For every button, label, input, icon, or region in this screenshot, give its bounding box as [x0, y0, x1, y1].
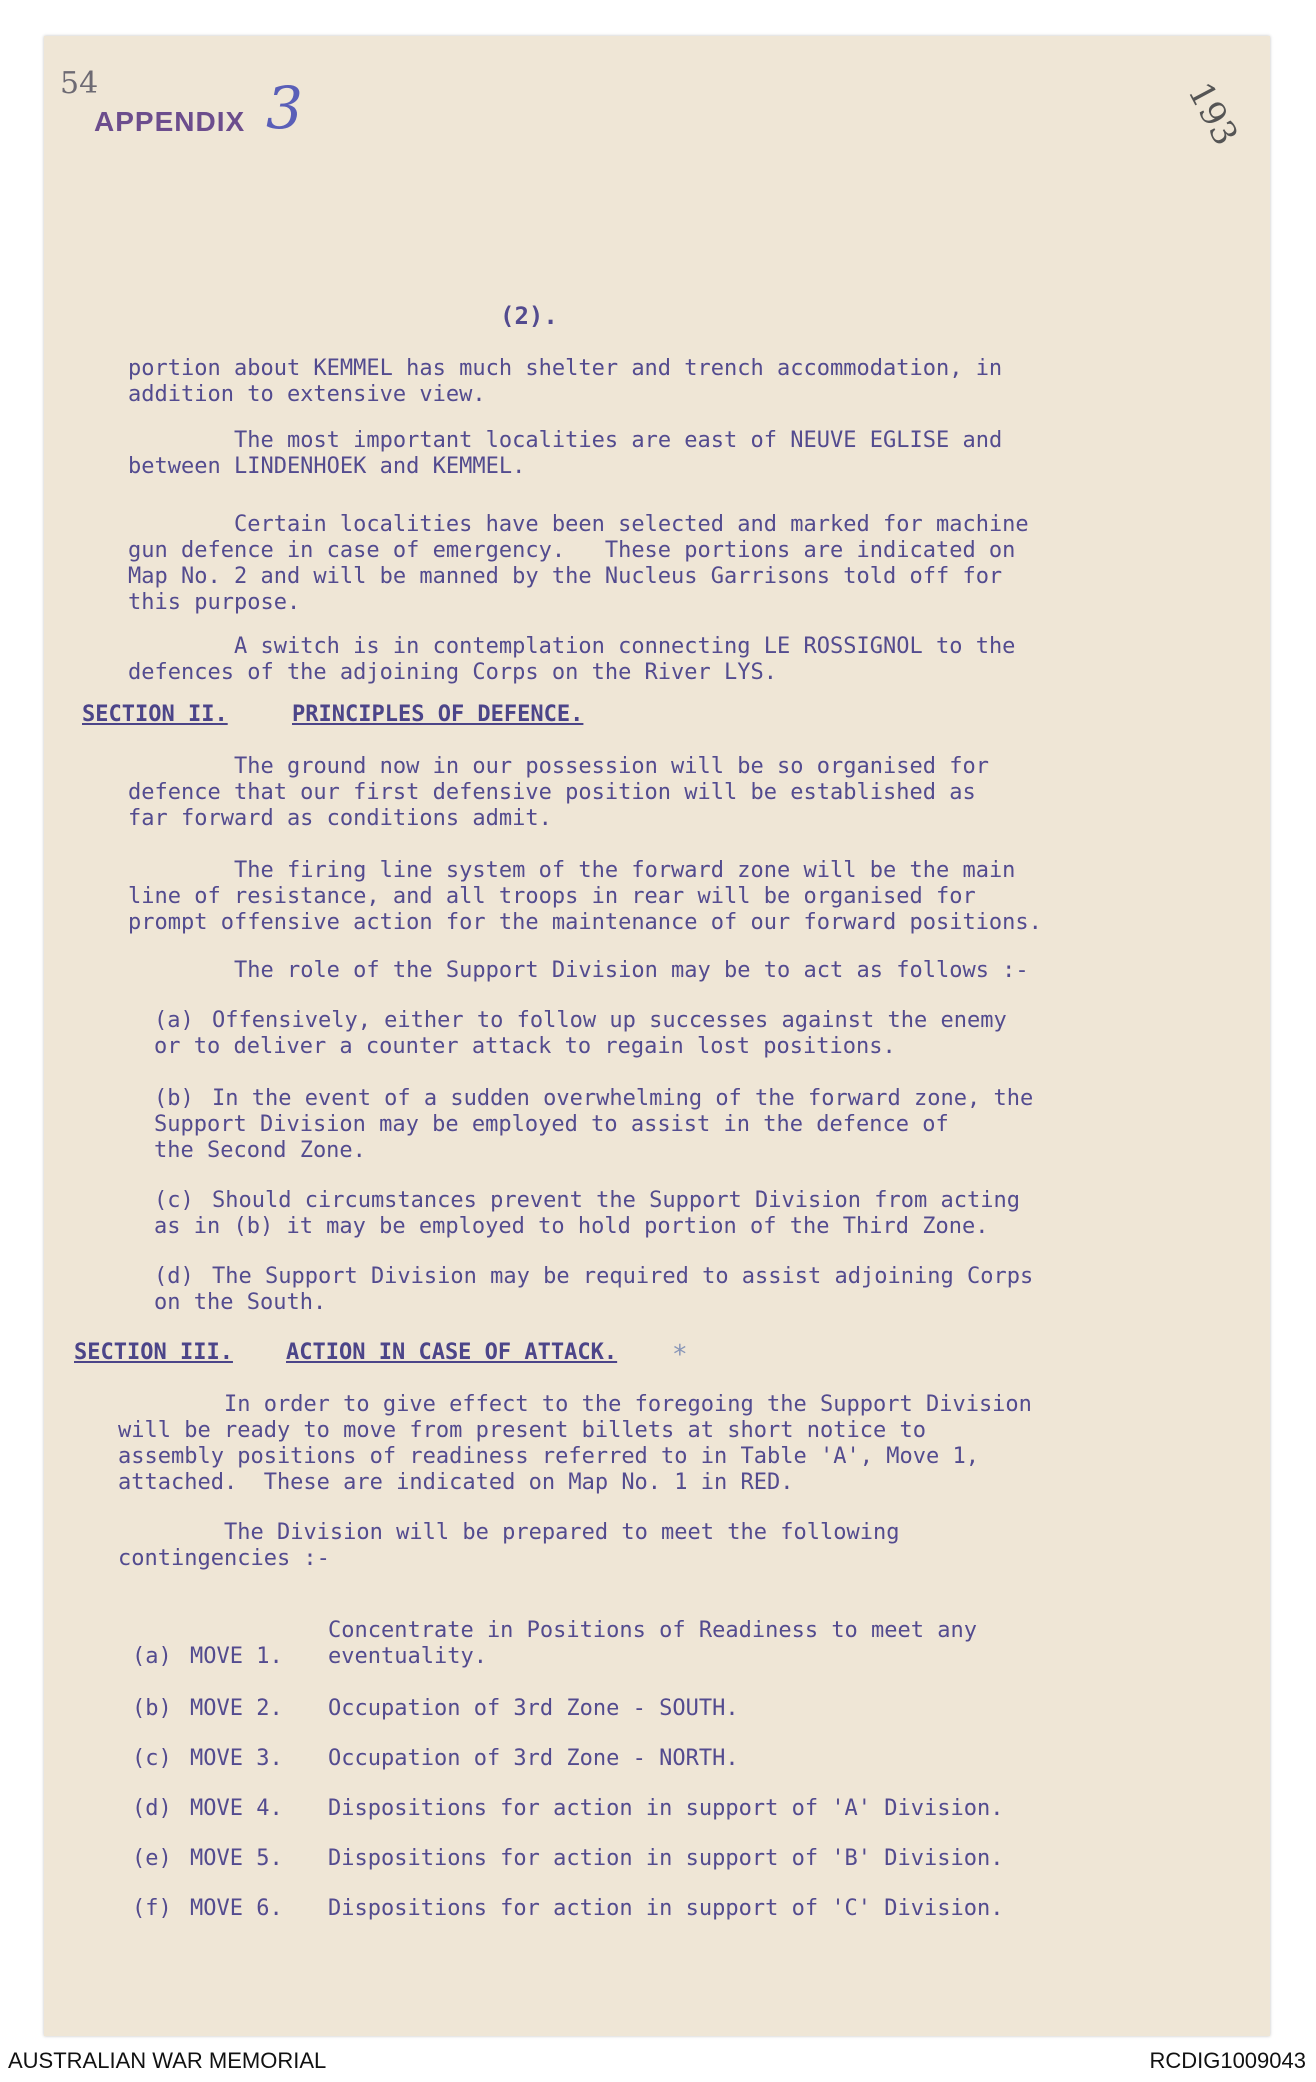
move-description: Dispositions for action in support of 'C' Division.	[328, 1896, 1004, 1921]
section-3-number: SECTION III.	[74, 1340, 233, 1365]
list-item-text: The Support Division may be required to assist adjoining Corps on the South.	[154, 1264, 1034, 1315]
list-item	[154, 1188, 1020, 1240]
move-number: MOVE 6.	[190, 1896, 283, 1921]
list-item-label: (c)	[154, 1188, 194, 1213]
page-heading: (2).	[500, 302, 558, 330]
list-item-text: Should circumstances prevent the Support Division from acting as in (b) it may be employed to hold portion of the Third Zone.	[154, 1188, 1020, 1239]
move-label: (f)	[132, 1896, 172, 1921]
section-2-number: SECTION II.	[82, 702, 228, 727]
move-row	[132, 1696, 1132, 1722]
move-row	[132, 1896, 1132, 1922]
paragraph-machine-gun: Certain localities have been selected and marked for machine gun defence in case of emergency. These portions are indicated on Map No. 2 and will be manned by the Nucleus Garrisons told off for this purpose.	[128, 512, 1029, 615]
move-description: Occupation of 3rd Zone - NORTH.	[328, 1746, 739, 1771]
move-row	[132, 1618, 1132, 1670]
folio-number: 193	[1179, 75, 1246, 153]
paragraph-switch: A switch is in contemplation connecting LE ROSSIGNOL to the defences of the adjoining Corps on the River LYS.	[128, 634, 1016, 685]
move-label: (c)	[132, 1746, 172, 1771]
move-label: (e)	[132, 1846, 172, 1871]
list-item-label: (b)	[154, 1086, 194, 1111]
list-item-text: In the event of a sudden overwhelming of the forward zone, the Support Division may be employed to assist in the defence of the Second Zone.	[154, 1086, 1034, 1163]
paragraph-ground: The ground now in our possession will be so organised for defence that our first defensive position will be established as far forward as conditions admit.	[128, 754, 989, 831]
footer-archive-name: AUSTRALIAN WAR MEMORIAL	[8, 2048, 327, 2073]
list-item	[154, 1086, 1033, 1164]
paragraph-contingencies: The Division will be prepared to meet the following contingencies :-	[118, 1520, 900, 1571]
list-item	[154, 1008, 1007, 1060]
move-number: MOVE 4.	[190, 1796, 283, 1821]
paragraph-kemmel: portion about KEMMEL has much shelter and trench accommodation, in addition to extensive view.	[128, 356, 1003, 407]
appendix-stamp: APPENDIX	[94, 106, 246, 137]
move-label: (a)	[132, 1644, 172, 1669]
page-number: 54	[60, 66, 99, 101]
paragraph-firing-line: The firing line system of the forward zone will be the main line of resistance, and all troops in rear will be organised for prompt offensive action for the maintenance of our forward positions.	[128, 858, 1042, 935]
section-2-title: PRINCIPLES OF DEFENCE.	[292, 702, 584, 727]
paragraph-localities: The most important localities are east of NEUVE EGLISE and between LINDENHOEK and KEMMEL.	[128, 428, 1003, 479]
asterisk-mark: *	[672, 1340, 688, 1370]
move-number: MOVE 2.	[190, 1696, 283, 1721]
move-description: Concentrate in Positions of Readiness to meet any eventuality.	[328, 1618, 978, 1669]
move-description: Occupation of 3rd Zone - SOUTH.	[328, 1696, 739, 1721]
list-item	[154, 1264, 1033, 1316]
move-number: MOVE 5.	[190, 1846, 283, 1871]
move-label: (d)	[132, 1796, 172, 1821]
move-row	[132, 1746, 1132, 1772]
appendix-number: 3	[266, 74, 303, 142]
list-item-label: (d)	[154, 1264, 194, 1289]
section-3-title: ACTION IN CASE OF ATTACK.	[286, 1340, 618, 1365]
list-item-text: Offensively, either to follow up successes against the enemy or to deliver a counter attack to regain lost positions.	[154, 1008, 1007, 1059]
list-item-label: (a)	[154, 1008, 194, 1033]
move-number: MOVE 1.	[190, 1644, 283, 1669]
move-description: Dispositions for action in support of 'A' Division.	[328, 1796, 1004, 1821]
paragraph-foregoing: In order to give effect to the foregoing the Support Division will be ready to move from present billets at short notice to assembly positions of readiness referred to in Table 'A', Move 1, attached. These are indicated on Map No. 1 in RED.	[118, 1392, 1032, 1495]
move-row	[132, 1796, 1132, 1822]
move-number: MOVE 3.	[190, 1746, 283, 1771]
move-row	[132, 1846, 1132, 1872]
move-description: Dispositions for action in support of 'B' Division.	[328, 1846, 1004, 1871]
paragraph-role: The role of the Support Division may be to act as follows :-	[128, 958, 1029, 983]
footer-record-id: RCDIG1009043	[1149, 2048, 1306, 2073]
move-label: (b)	[132, 1696, 172, 1721]
